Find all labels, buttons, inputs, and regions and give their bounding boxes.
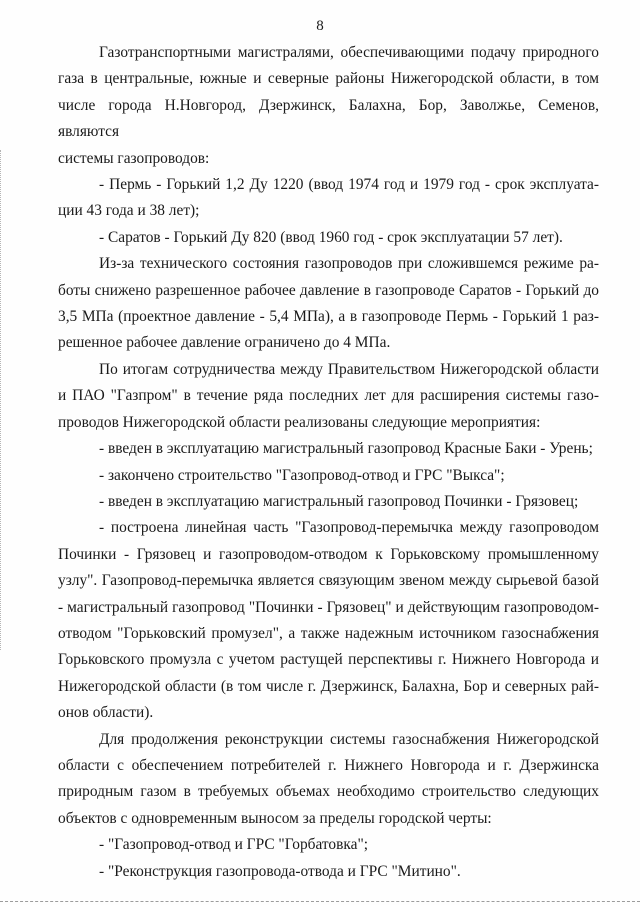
text-line: Починки - Грязовец и газопроводом-отводом к Горьковскому промышленному [58,545,599,563]
text-line: объектов с одновременным выносом за пределы городской черты: [58,809,492,827]
text-line: области с обеспечением потребителей г. Нижнего Новгорода и г. Дзержинска [58,756,599,774]
text-line: Газотранспортными магистралями, обеспечивающими подачу природного [99,44,599,61]
text-line: проводов Нижегородской области реализованы следующие мероприятия: [58,413,541,431]
text-line: системы газопроводов: [58,149,210,167]
page-number: 8 [316,18,324,34]
text-line: Для продолжения реконструкции системы газоснабжения Нижегородской [99,730,599,748]
text-line: - Пермь - Горький 1,2 Ду 1220 (ввод 1974 год и 1979 год - срок эксплуата- [99,176,599,194]
text-line: 3,5 МПа (проектное давление - 5,4 МПа), а в газопроводе Пермь - Горький 1 раз- [58,308,599,326]
text-line: - построена линейная часть "Газопровод-перемычка между газопроводом [99,519,599,537]
text-line: числе города Н.Новгород, Дзержинск, Балахна, Бор, Заволжье, Семенов, являются [58,96,599,141]
text-line: Нижегородской области (в том числе г. Дзержинск, Балахна, Бор и северных рай- [58,677,599,695]
text-line: боты снижено разрешенное рабочее давление в газопроводе Саратов - Горький до [58,281,599,299]
text-line: - магистральный газопровод "Починки - Грязовец" и действующим газопроводом- [58,598,599,616]
text-line: решенное рабочее давление ограничено до 4 МПа. [58,334,391,352]
text-line: узлу". Газопровод-перемычка является связующим звеном между сырьевой базой [58,572,599,590]
text-line: газа в центральные, южные и северные районы Нижегородской области, в том [58,70,599,88]
text-line: - введен в эксплуатацию магистральный газопровод Починки - Грязовец; [99,492,579,510]
scan-bottom-line [0,901,640,902]
text-line: - "Газопровод-отвод и ГРС "Горбатовка"; [99,836,369,854]
text-line: - закончено строительство "Газопровод-отвод и ГРС "Выкса"; [99,466,505,484]
text-line: Из-за технического состояния газопроводов при сложившемся режиме ра- [99,255,599,273]
text-line: онов области). [58,704,154,722]
text-line: По итогам сотрудничества между Правительством Нижегородской области [99,360,599,378]
text-line: ции 43 года и 38 лет); [58,202,200,220]
scan-edge-mark [0,150,3,650]
text-line: и ПАО "Газпром" в течение ряда последних лет для расширения системы газо- [58,387,599,405]
text-line: природным газом в требуемых объемах необходимо строительство следующих [58,783,599,801]
text-line: Горьковского промузла с учетом растущей перспективы г. Нижнего Новгорода и [58,651,599,669]
text-line: - "Реконструкция газопровода-отвода и ГРС "Митино". [99,862,461,880]
body-text [58,40,599,885]
text-line: отводом "Горьковский промузел", а также надежным источником газоснабжения [58,624,599,642]
text-line: - Саратов - Горький Ду 820 (ввод 1960 год - срок эксплуатации 57 лет). [99,228,563,246]
text-line: - введен в эксплуатацию магистральный газопровод Красные Баки - Урень; [99,440,593,458]
